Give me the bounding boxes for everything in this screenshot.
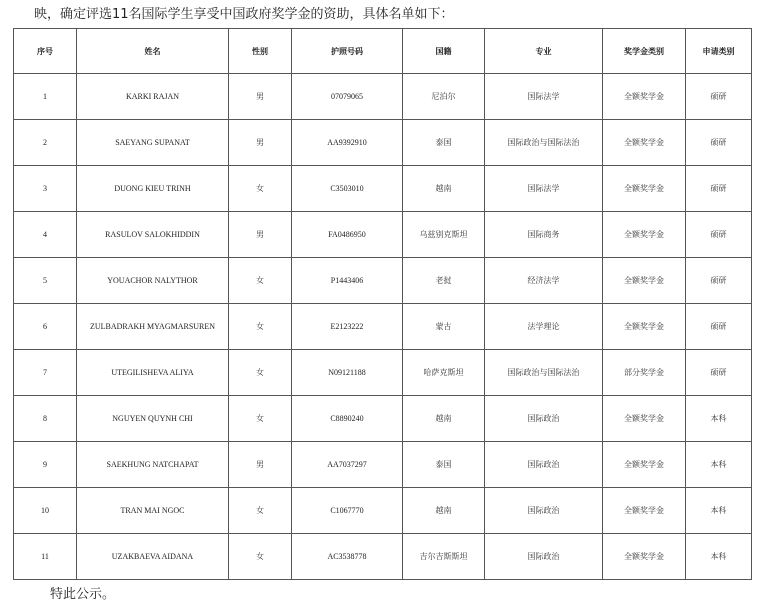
cell-application-type: 硕研 [686, 212, 752, 258]
table-header-row [14, 29, 752, 74]
cell-major: 经济法学 [485, 258, 603, 304]
cell-index: 11 [14, 534, 77, 580]
header-passport: 护照号码 [292, 29, 403, 74]
cell-major: 国际政治与国际法治 [485, 350, 603, 396]
cell-passport: C1067770 [292, 488, 403, 534]
cell-scholarship-type: 全额奖学金 [603, 396, 686, 442]
table-row [14, 488, 752, 534]
cell-name: ZULBADRAKH MYAGMARSUREN [77, 304, 229, 350]
cell-gender: 男 [229, 120, 292, 166]
cell-passport: FA0486950 [292, 212, 403, 258]
cell-application-type: 本科 [686, 396, 752, 442]
cell-gender: 女 [229, 304, 292, 350]
cell-scholarship-type: 全额奖学金 [603, 488, 686, 534]
cell-application-type: 硕研 [686, 120, 752, 166]
cell-index: 5 [14, 258, 77, 304]
cell-nationality: 蒙古 [403, 304, 485, 350]
cell-gender: 男 [229, 212, 292, 258]
cell-name: NGUYEN QUYNH CHI [77, 396, 229, 442]
intro-text: 映，确定评选11名国际学生享受中国政府奖学金的资助，具体名单如下： [34, 7, 454, 22]
cell-major: 国际政治 [485, 442, 603, 488]
cell-index: 2 [14, 120, 77, 166]
cell-major: 国际法学 [485, 166, 603, 212]
table-row [14, 166, 752, 212]
cell-nationality: 尼泊尔 [403, 74, 485, 120]
cell-index: 8 [14, 396, 77, 442]
cell-major: 国际政治 [485, 488, 603, 534]
table-row [14, 74, 752, 120]
cell-gender: 男 [229, 442, 292, 488]
table-row [14, 534, 752, 580]
cell-index: 1 [14, 74, 77, 120]
table-row [14, 350, 752, 396]
cell-major: 法学理论 [485, 304, 603, 350]
cell-gender: 女 [229, 350, 292, 396]
cell-name: SAEYANG SUPANAT [77, 120, 229, 166]
cell-application-type: 硕研 [686, 258, 752, 304]
cell-passport: N09121188 [292, 350, 403, 396]
header-nationality: 国籍 [403, 29, 485, 74]
cell-gender: 男 [229, 74, 292, 120]
cell-application-type: 硕研 [686, 350, 752, 396]
cell-name: SAEKHUNG NATCHAPAT [77, 442, 229, 488]
cell-application-type: 本科 [686, 442, 752, 488]
cell-major: 国际商务 [485, 212, 603, 258]
cell-nationality: 泰国 [403, 120, 485, 166]
cell-passport: AC3538778 [292, 534, 403, 580]
header-application-type: 申请类别 [686, 29, 752, 74]
cell-index: 3 [14, 166, 77, 212]
cell-major: 国际政治 [485, 534, 603, 580]
cell-passport: C3503010 [292, 166, 403, 212]
cell-nationality: 哈萨克斯坦 [403, 350, 485, 396]
cell-name: DUONG KIEU TRINH [77, 166, 229, 212]
cell-gender: 女 [229, 166, 292, 212]
cell-scholarship-type: 全额奖学金 [603, 120, 686, 166]
cell-application-type: 本科 [686, 488, 752, 534]
cell-application-type: 本科 [686, 534, 752, 580]
cell-gender: 女 [229, 534, 292, 580]
cell-name: UZAKBAEVA AIDANA [77, 534, 229, 580]
footer-text: 特此公示。 [50, 587, 116, 602]
table-row [14, 120, 752, 166]
table-row [14, 442, 752, 488]
cell-major: 国际政治 [485, 396, 603, 442]
scholarship-table [13, 28, 752, 580]
cell-application-type: 硕研 [686, 304, 752, 350]
cell-scholarship-type: 全额奖学金 [603, 442, 686, 488]
table-row [14, 212, 752, 258]
cell-passport: 07079065 [292, 74, 403, 120]
cell-nationality: 老挝 [403, 258, 485, 304]
cell-application-type: 硕研 [686, 166, 752, 212]
cell-index: 4 [14, 212, 77, 258]
header-index: 序号 [14, 29, 77, 74]
cell-name: RASULOV SALOKHIDDIN [77, 212, 229, 258]
cell-scholarship-type: 全额奖学金 [603, 166, 686, 212]
table-row [14, 258, 752, 304]
cell-index: 6 [14, 304, 77, 350]
cell-name: KARKI RAJAN [77, 74, 229, 120]
header-name: 姓名 [77, 29, 229, 74]
cell-nationality: 乌兹别克斯坦 [403, 212, 485, 258]
header-gender: 性别 [229, 29, 292, 74]
cell-passport: AA7037297 [292, 442, 403, 488]
cell-passport: E2123222 [292, 304, 403, 350]
cell-scholarship-type: 全额奖学金 [603, 258, 686, 304]
cell-gender: 女 [229, 488, 292, 534]
cell-nationality: 越南 [403, 488, 485, 534]
cell-gender: 女 [229, 258, 292, 304]
cell-nationality: 越南 [403, 396, 485, 442]
cell-passport: C8890240 [292, 396, 403, 442]
cell-passport: AA9392910 [292, 120, 403, 166]
cell-scholarship-type: 全额奖学金 [603, 212, 686, 258]
cell-major: 国际法学 [485, 74, 603, 120]
cell-application-type: 硕研 [686, 74, 752, 120]
table-row [14, 396, 752, 442]
cell-name: UTEGILISHEVA ALIYA [77, 350, 229, 396]
cell-index: 10 [14, 488, 77, 534]
cell-scholarship-type: 部分奖学金 [603, 350, 686, 396]
cell-nationality: 泰国 [403, 442, 485, 488]
cell-nationality: 吉尔吉斯斯坦 [403, 534, 485, 580]
cell-index: 7 [14, 350, 77, 396]
cell-gender: 女 [229, 396, 292, 442]
cell-nationality: 越南 [403, 166, 485, 212]
cell-name: TRAN MAI NGOC [77, 488, 229, 534]
cell-passport: P1443406 [292, 258, 403, 304]
cell-scholarship-type: 全额奖学金 [603, 304, 686, 350]
table-row [14, 304, 752, 350]
header-major: 专业 [485, 29, 603, 74]
cell-major: 国际政治与国际法治 [485, 120, 603, 166]
cell-index: 9 [14, 442, 77, 488]
cell-scholarship-type: 全额奖学金 [603, 534, 686, 580]
cell-scholarship-type: 全额奖学金 [603, 74, 686, 120]
cell-name: YOUACHOR NALYTHOR [77, 258, 229, 304]
header-scholarship-type: 奖学金类别 [603, 29, 686, 74]
